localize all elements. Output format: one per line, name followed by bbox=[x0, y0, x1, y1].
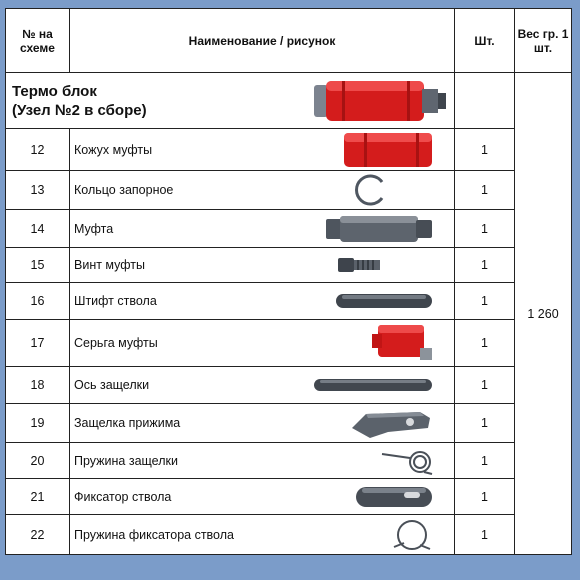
row-name-cell bbox=[70, 479, 455, 515]
assembly-cell bbox=[6, 73, 455, 129]
row-name: Ось защелки bbox=[74, 378, 150, 392]
header-weight: Вес гр. 1 шт. bbox=[515, 9, 572, 73]
row-name: Кожух муфты bbox=[74, 142, 153, 157]
row-name: Пружина защелки bbox=[74, 453, 178, 468]
table-row bbox=[6, 248, 572, 283]
table-row bbox=[6, 404, 572, 443]
row-name: Защелка прижима bbox=[74, 416, 181, 430]
row-name-cell bbox=[70, 248, 455, 283]
row-num: 19 bbox=[6, 404, 70, 443]
row-qty: 1 bbox=[455, 171, 515, 210]
row-name: Серьга муфты bbox=[74, 336, 158, 350]
row-num: 15 bbox=[6, 248, 70, 283]
table-row bbox=[6, 443, 572, 479]
row-name-cell bbox=[70, 367, 455, 404]
row-qty: 1 bbox=[455, 129, 515, 171]
table-row bbox=[6, 171, 572, 210]
weight-total: 1 260 bbox=[515, 73, 572, 555]
red-shackle-icon bbox=[370, 322, 434, 364]
assembly-subtitle: (Узел №2 в сборе) bbox=[12, 101, 147, 119]
row-qty: 1 bbox=[455, 443, 515, 479]
barrel-lock-icon bbox=[354, 483, 434, 511]
row-num: 20 bbox=[6, 443, 70, 479]
row-num: 12 bbox=[6, 129, 70, 171]
red-cylinder-assembly-icon bbox=[312, 77, 450, 125]
latch-icon bbox=[348, 406, 434, 440]
retaining-ring-icon bbox=[346, 174, 390, 206]
row-name: Фиксатор ствола bbox=[74, 489, 172, 504]
parts-table-frame bbox=[5, 8, 571, 554]
row-name-cell bbox=[70, 443, 455, 479]
row-qty: 1 bbox=[455, 367, 515, 404]
gray-coupling-icon bbox=[324, 213, 434, 245]
row-name-cell bbox=[70, 515, 455, 555]
row-name-cell bbox=[70, 404, 455, 443]
row-name: Кольцо запорное bbox=[74, 183, 174, 197]
row-name-cell bbox=[70, 171, 455, 210]
header-qty: Шт. bbox=[455, 9, 515, 73]
row-qty: 1 bbox=[455, 404, 515, 443]
row-name: Винт муфты bbox=[74, 258, 145, 272]
row-name: Муфта bbox=[74, 221, 114, 236]
row-name-cell bbox=[70, 320, 455, 367]
row-name-cell bbox=[70, 210, 455, 248]
spring-ring-icon bbox=[390, 517, 434, 553]
assembly-qty bbox=[455, 73, 515, 129]
row-num: 13 bbox=[6, 171, 70, 210]
row-num: 17 bbox=[6, 320, 70, 367]
table-row bbox=[6, 283, 572, 320]
row-qty: 1 bbox=[455, 248, 515, 283]
row-num: 16 bbox=[6, 283, 70, 320]
row-num: 21 bbox=[6, 479, 70, 515]
header-num: № на схеме bbox=[6, 9, 70, 73]
row-name-cell bbox=[70, 283, 455, 320]
table-row bbox=[6, 515, 572, 555]
header-name: Наименование / рисунок bbox=[70, 9, 455, 73]
row-name-cell bbox=[70, 129, 455, 171]
row-qty: 1 bbox=[455, 479, 515, 515]
assembly-title: Термо блок bbox=[12, 82, 97, 100]
pin-icon bbox=[334, 290, 434, 312]
row-qty: 1 bbox=[455, 283, 515, 320]
axle-rod-icon bbox=[312, 376, 434, 394]
row-name: Пружина фиксатора ствола bbox=[74, 527, 234, 542]
parts-table bbox=[5, 8, 572, 555]
table-row bbox=[6, 367, 572, 404]
red-sleeve-icon bbox=[342, 130, 434, 170]
row-num: 14 bbox=[6, 210, 70, 248]
screw-icon bbox=[336, 253, 384, 277]
table-row bbox=[6, 479, 572, 515]
header-row bbox=[6, 9, 572, 73]
spring-icon bbox=[380, 446, 434, 476]
table-row bbox=[6, 210, 572, 248]
row-num: 22 bbox=[6, 515, 70, 555]
row-qty: 1 bbox=[455, 210, 515, 248]
assembly-row bbox=[6, 73, 572, 129]
row-qty: 1 bbox=[455, 320, 515, 367]
table-row bbox=[6, 129, 572, 171]
row-num: 18 bbox=[6, 367, 70, 404]
row-qty: 1 bbox=[455, 515, 515, 555]
table-row bbox=[6, 320, 572, 367]
row-name: Штифт ствола bbox=[74, 294, 157, 308]
